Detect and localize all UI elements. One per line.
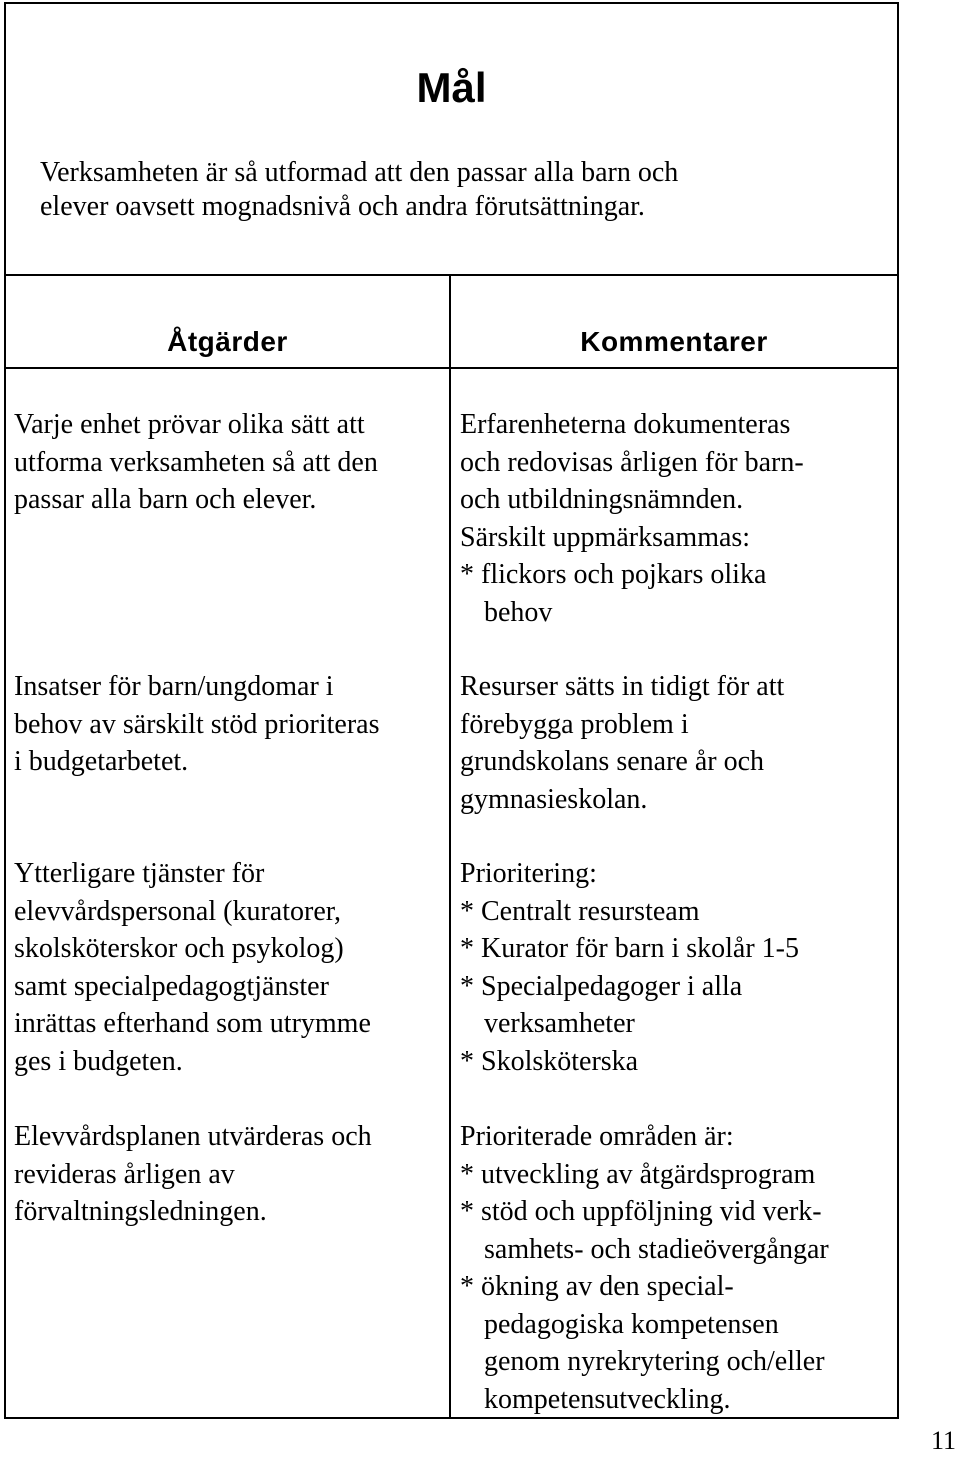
text-line: * utveckling av åtgärdsprogram bbox=[460, 1158, 816, 1190]
text-line: Resurser sätts in tidigt för att bbox=[460, 671, 785, 702]
text-line: * Skolsköterska bbox=[460, 1045, 639, 1077]
text-line: utforma verksamheten så att den bbox=[14, 446, 378, 478]
text-line: * stöd och uppföljning vid verk- bbox=[460, 1196, 822, 1227]
actions-header: Åtgärder bbox=[167, 326, 288, 357]
action-paragraph-2 bbox=[14, 668, 379, 781]
goal-line: elever oavsett mognadsnivå och andra förutsättningar. bbox=[40, 191, 645, 222]
action-paragraph-1 bbox=[14, 406, 378, 519]
page-number: 11 bbox=[930, 1426, 956, 1455]
text-line: * flickors och pojkars olika bbox=[460, 559, 767, 590]
text-line: behov bbox=[484, 596, 553, 628]
text-line: Prioriterade områden är: bbox=[460, 1121, 734, 1152]
text-line: grundskolans senare år och bbox=[460, 746, 765, 777]
text-line: i budgetarbetet. bbox=[14, 746, 189, 777]
text-line: Prioritering: bbox=[460, 858, 597, 889]
goal-box bbox=[4, 2, 899, 276]
comment-paragraph-4 bbox=[460, 1118, 829, 1418]
action-paragraph-3 bbox=[14, 855, 371, 1080]
comments-header: Kommentarer bbox=[580, 326, 768, 357]
text-line: * Specialpedagoger i alla bbox=[460, 970, 743, 1002]
comment-paragraph-1 bbox=[460, 406, 804, 631]
text-line: ges i budgeten. bbox=[14, 1045, 183, 1077]
text-line: och redovisas årligen för barn- bbox=[460, 446, 804, 478]
text-line: Elevvårdsplanen utvärderas och bbox=[14, 1121, 372, 1152]
goal-line: Verksamheten är så utformad att den passar alla barn och bbox=[40, 157, 679, 188]
header-divider bbox=[4, 367, 899, 369]
text-line: skolsköterskor och psykolog) bbox=[14, 933, 344, 964]
text-line: förebygga problem i bbox=[460, 708, 689, 740]
text-line: Varje enhet prövar olika sätt att bbox=[14, 409, 365, 440]
text-line: förvaltningsledningen. bbox=[14, 1196, 267, 1227]
text-line: genom nyrekrytering och/eller bbox=[484, 1346, 825, 1377]
text-line: * ökning av den special- bbox=[460, 1271, 734, 1302]
text-line: behov av särskilt stöd prioriteras bbox=[14, 708, 380, 740]
text-line: * Centralt resursteam bbox=[460, 895, 700, 927]
text-line: Särskilt uppmärksammas: bbox=[460, 521, 751, 553]
text-line: samt specialpedagogtjänster bbox=[14, 970, 329, 1002]
goal-text bbox=[40, 156, 880, 224]
text-line: Ytterligare tjänster för bbox=[14, 858, 265, 889]
text-line: och utbildningsnämnden. bbox=[460, 484, 744, 515]
text-line: Insatser för barn/ungdomar i bbox=[14, 671, 334, 702]
page-title: Mål bbox=[416, 64, 487, 111]
text-line: inrättas efterhand som utrymme bbox=[14, 1008, 371, 1039]
text-line: gymnasieskolan. bbox=[460, 783, 648, 815]
text-line: passar alla barn och elever. bbox=[14, 484, 317, 515]
action-paragraph-4 bbox=[14, 1118, 372, 1231]
comment-paragraph-3 bbox=[460, 855, 799, 1080]
text-line: elevvårdspersonal (kuratorer, bbox=[14, 895, 341, 927]
text-line: * Kurator för barn i skolår 1-5 bbox=[460, 933, 800, 964]
comment-paragraph-2 bbox=[460, 668, 784, 818]
text-line: kompetensutveckling. bbox=[484, 1383, 731, 1415]
text-line: revideras årligen av bbox=[14, 1158, 235, 1190]
text-line: Erfarenheterna dokumenteras bbox=[460, 409, 791, 440]
text-line: pedagogiska kompetensen bbox=[484, 1308, 779, 1340]
text-line: verksamheter bbox=[484, 1008, 635, 1039]
text-line: samhets- och stadieövergångar bbox=[484, 1233, 829, 1265]
